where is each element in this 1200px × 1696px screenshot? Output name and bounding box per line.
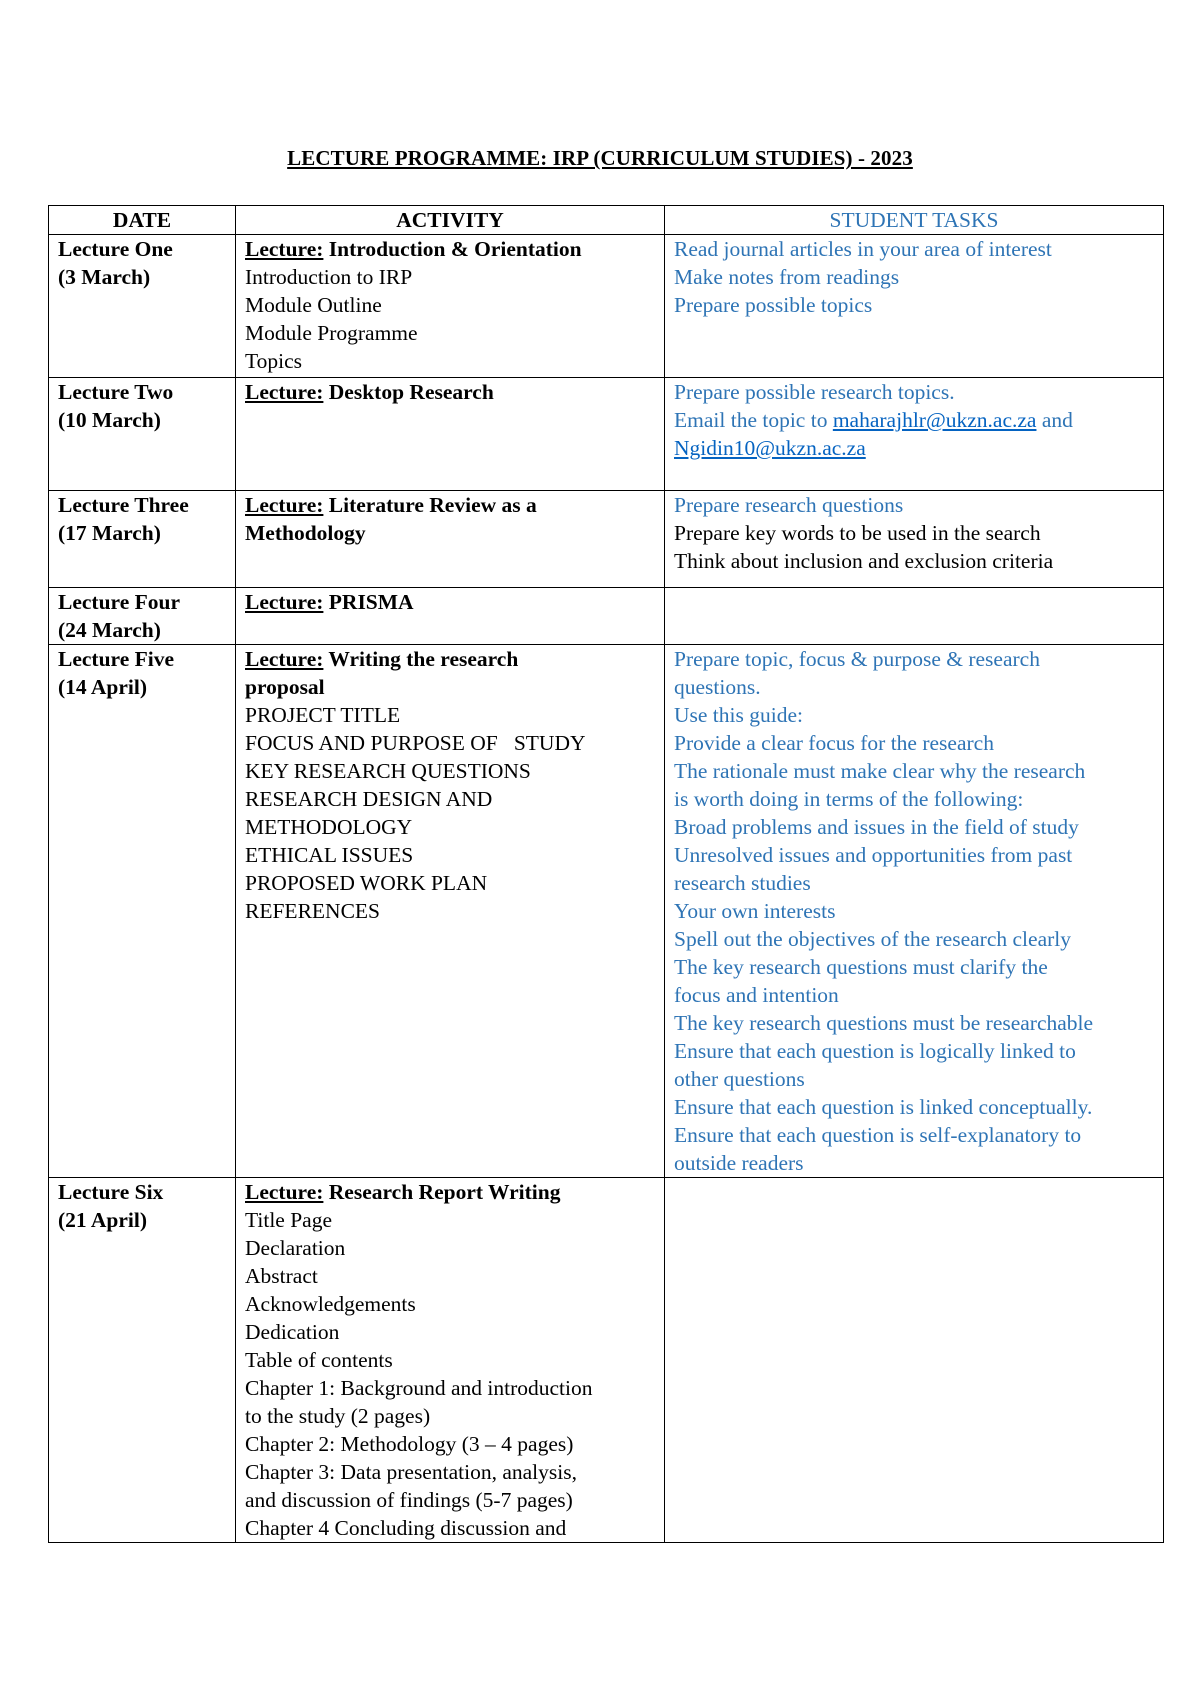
task-item: focus and intention xyxy=(674,983,839,1007)
date-cell xyxy=(49,588,236,645)
lecture-topic: Introduction & Orientation xyxy=(328,237,582,261)
task-item: research studies xyxy=(674,871,811,895)
activity-item: Acknowledgements xyxy=(245,1292,416,1316)
lecture-prefix: Lecture: xyxy=(245,237,324,261)
table-row xyxy=(49,235,1164,378)
lecture-number: Lecture Three xyxy=(58,493,189,517)
activity-cell xyxy=(236,491,665,588)
activity-item: KEY RESEARCH QUESTIONS xyxy=(245,759,531,783)
tasks-column-header: STUDENT TASKS xyxy=(665,206,1164,235)
table-row xyxy=(49,645,1164,1178)
activity-item: Chapter 1: Background and introduction xyxy=(245,1376,593,1400)
activity-cell xyxy=(236,378,665,491)
activity-item: Introduction to IRP xyxy=(245,265,413,289)
date-cell xyxy=(49,645,236,1178)
lecture-topic: Literature Review as a xyxy=(328,493,537,517)
lecture-topic: PRISMA xyxy=(328,590,414,614)
table-row xyxy=(49,378,1164,491)
task-item: Make notes from readings xyxy=(674,265,900,289)
activity-item: PROPOSED WORK PLAN xyxy=(245,871,488,895)
activity-cell xyxy=(236,645,665,1178)
table-row xyxy=(49,1178,1164,1543)
date-cell xyxy=(49,1178,236,1543)
task-item: The key research questions must clarify the xyxy=(674,955,1048,979)
lecture-date: (21 April) xyxy=(58,1208,147,1232)
lecture-programme-table xyxy=(48,205,1164,1543)
task-item: Ensure that each question is self-explanatory to xyxy=(674,1123,1082,1147)
lecture-date: (3 March) xyxy=(58,265,151,289)
task-item: Prepare key words to be used in the search xyxy=(674,521,1041,545)
date-column-header: DATE xyxy=(49,206,236,235)
table-row xyxy=(49,491,1164,588)
lecture-date: (10 March) xyxy=(58,408,161,432)
activity-item: Abstract xyxy=(245,1264,318,1288)
activity-item: PROJECT TITLE xyxy=(245,703,401,727)
task-item: Think about inclusion and exclusion criteria xyxy=(674,549,1054,573)
activity-cell xyxy=(236,1178,665,1543)
activity-cell xyxy=(236,235,665,378)
lecture-heading xyxy=(245,645,655,673)
task-item: Unresolved issues and opportunities from past xyxy=(674,843,1073,867)
task-item: Prepare possible research topics. xyxy=(674,380,955,404)
lecture-number: Lecture Four xyxy=(58,590,180,614)
task-item: outside readers xyxy=(674,1151,804,1175)
lecture-topic-continued: Methodology xyxy=(245,521,366,545)
lecture-prefix: Lecture: xyxy=(245,380,324,404)
lecture-number: Lecture One xyxy=(58,237,173,261)
lecture-prefix: Lecture: xyxy=(245,1180,324,1204)
email-link-maharajhlr[interactable]: maharajhlr@ukzn.ac.za xyxy=(832,408,1037,432)
activity-item: Module Programme xyxy=(245,321,418,345)
tasks-cell xyxy=(665,235,1164,378)
task-item: Read journal articles in your area of interest xyxy=(674,237,1052,261)
task-item: Prepare possible topics xyxy=(674,293,873,317)
activity-item: Declaration xyxy=(245,1236,346,1260)
lecture-date: (17 March) xyxy=(58,521,161,545)
tasks-cell xyxy=(665,491,1164,588)
activity-item: RESEARCH DESIGN AND xyxy=(245,787,493,811)
activity-item: Chapter 2: Methodology (3 – 4 pages) xyxy=(245,1432,574,1456)
activity-item: Module Outline xyxy=(245,293,382,317)
task-item: Broad problems and issues in the field of study xyxy=(674,815,1079,839)
activity-column-header: ACTIVITY xyxy=(236,206,665,235)
activity-item: ETHICAL ISSUES xyxy=(245,843,414,867)
activity-item: REFERENCES xyxy=(245,899,380,923)
task-item: Ensure that each question is linked conceptually. xyxy=(674,1095,1093,1119)
lecture-prefix: Lecture: xyxy=(245,647,324,671)
lecture-topic: Writing the research xyxy=(328,647,519,671)
page-title: LECTURE PROGRAMME: IRP (CURRICULUM STUDIES) - 2023 xyxy=(287,146,913,170)
activity-item: Title Page xyxy=(245,1208,333,1232)
lecture-prefix: Lecture: xyxy=(245,590,324,614)
activity-item: and discussion of findings (5-7 pages) xyxy=(245,1488,573,1512)
task-item: other questions xyxy=(674,1067,805,1091)
lecture-date: (24 March) xyxy=(58,618,161,642)
tasks-cell xyxy=(665,378,1164,491)
lecture-heading xyxy=(245,588,655,616)
email-link-ngidin[interactable]: Ngidin10@ukzn.ac.za xyxy=(674,436,866,460)
task-item: The key research questions must be researchable xyxy=(674,1011,1094,1035)
date-cell xyxy=(49,378,236,491)
task-text: Email the topic to xyxy=(674,408,833,432)
lecture-topic: Research Report Writing xyxy=(328,1180,561,1204)
lecture-topic: Desktop Research xyxy=(328,380,494,404)
table-row xyxy=(49,588,1164,645)
lecture-heading xyxy=(245,235,655,263)
activity-item: METHODOLOGY xyxy=(245,815,413,839)
lecture-date: (14 April) xyxy=(58,675,147,699)
activity-item: FOCUS AND PURPOSE OF STUDY xyxy=(245,731,586,755)
task-item: Prepare topic, focus & purpose & research xyxy=(674,647,1040,671)
lecture-heading xyxy=(245,378,655,406)
lecture-number: Lecture Five xyxy=(58,647,175,671)
activity-item: Table of contents xyxy=(245,1348,393,1372)
task-item: Prepare research questions xyxy=(674,493,904,517)
date-cell xyxy=(49,235,236,378)
activity-item: Topics xyxy=(245,349,303,373)
lecture-heading xyxy=(245,1178,655,1206)
activity-cell xyxy=(236,588,665,645)
tasks-cell xyxy=(665,1178,1164,1543)
lecture-heading xyxy=(245,491,655,519)
tasks-cell xyxy=(665,588,1164,645)
date-cell xyxy=(49,491,236,588)
task-item xyxy=(674,434,1154,462)
task-item: Provide a clear focus for the research xyxy=(674,731,994,755)
lecture-number: Lecture Two xyxy=(58,380,174,404)
tasks-cell xyxy=(665,645,1164,1178)
task-text: and xyxy=(1036,408,1073,432)
activity-item: Chapter 4 Concluding discussion and xyxy=(245,1516,567,1540)
activity-item: Dedication xyxy=(245,1320,340,1344)
lecture-prefix: Lecture: xyxy=(245,493,324,517)
activity-item: Chapter 3: Data presentation, analysis, xyxy=(245,1460,577,1484)
lecture-topic-continued: proposal xyxy=(245,675,325,699)
activity-item: to the study (2 pages) xyxy=(245,1404,431,1428)
task-item: Ensure that each question is logically linked to xyxy=(674,1039,1076,1063)
task-item: is worth doing in terms of the following: xyxy=(674,787,1024,811)
task-item: Your own interests xyxy=(674,899,836,923)
lecture-number: Lecture Six xyxy=(58,1180,164,1204)
task-item: Use this guide: xyxy=(674,703,803,727)
table-header-row xyxy=(49,206,1164,235)
task-item: The rationale must make clear why the research xyxy=(674,759,1086,783)
task-item: Spell out the objectives of the research clearly xyxy=(674,927,1071,951)
task-item: questions. xyxy=(674,675,761,699)
task-item xyxy=(674,406,1154,434)
